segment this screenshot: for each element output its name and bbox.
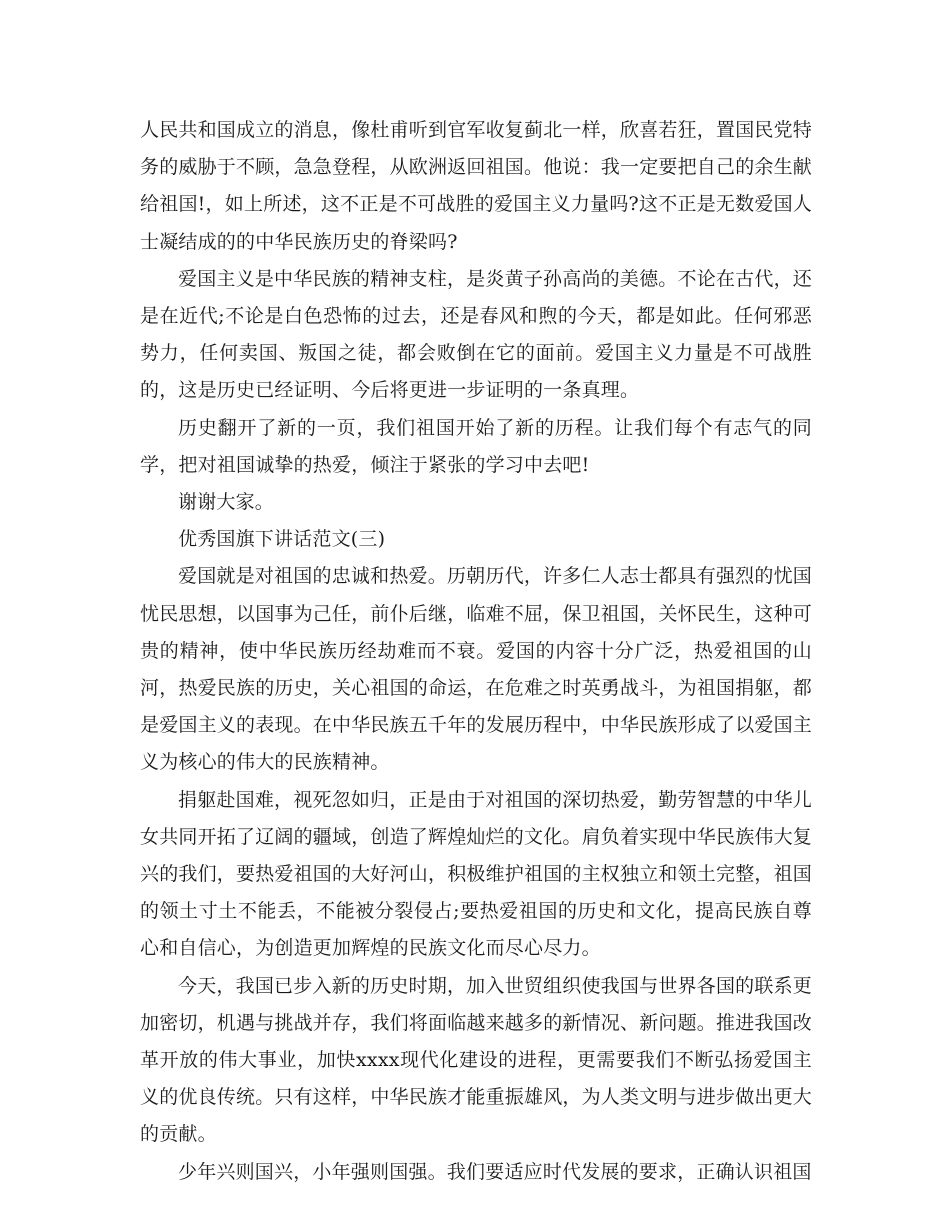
document-body	[140, 112, 812, 1191]
paragraph: 捐躯赴国难，视死忽如归，正是由于对祖国的深切热爱，勤劳智慧的中华儿女共同开拓了辽阔的疆域，创造了辉煌灿烂的文化。肩负着实现中华民族伟大复兴的我们，要热爱祖国的大好河山，积极维护祖国的主权独立和领土完整，祖国的领土寸土不能丢，不能被分裂侵占;要热爱祖国的历史和文化，提高民族自尊心和自信心，为创造更加辉煌的民族文化而尽心尽力。	[140, 788, 813, 960]
paragraph: 爱国就是对祖国的忠诚和热爱。历朝历代，许多仁人志士都具有强烈的忧国忧民思想，以国事为己任，前仆后继，临难不屈，保卫祖国，关怀民生，这种可贵的精神，使中华民族历经劫难而不衰。爱国的内容十分广泛，热爱祖国的山河，热爱民族的历史，关心祖国的命运，在危难之时英勇战斗，为祖国捐躯，都是爱国主义的表现。在中华民族五千年的发展历程中，中华民族形成了以爱国主义为核心的伟大的民族精神。	[140, 565, 813, 774]
paragraph: 历史翻开了新的一页，我们祖国开始了新的历程。让我们每个有志气的同学，把对祖国诚挚的热爱，倾注于紧张的学习中去吧!	[140, 416, 812, 476]
paragraph: 爱国主义是中华民族的精神支柱，是炎黄子孙高尚的美德。不论在古代，还是在近代;不论是白色恐怖的过去，还是春风和煦的今天，都是如此。任何邪恶势力，任何卖国、叛国之徒，都会败倒在它的面前。爱国主义力量是不可战胜的，这是历史已经证明、今后将更进一步证明的一条真理。	[140, 267, 812, 402]
paragraph: 今天，我国已步入新的历史时期，加入世贸组织使我国与世界各国的联系更加密切，机遇与挑战并存，我们将面临越来越多的新情况、新问题。推进我国改革开放的伟大事业，加快xxxx现代化建设的进程，更需要我们不断弘扬爱国主义的优良传统。只有这样，中华民族才能重振雄风，为人类文明与进步做出更大的贡献。	[140, 974, 813, 1146]
closing-line: 谢谢大家。	[178, 491, 275, 514]
paragraph-continuation: 人民共和国成立的消息，像杜甫听到官军收复蓟北一样，欣喜若狂，置国民党特务的威胁于不顾，急急登程，从欧洲返回祖国。他说：我一定要把自己的余生献给祖国!，如上所述，这不正是不可战胜的爱国主义力量吗?这不正是无数爱国人士凝结成的的中华民族历史的脊梁吗?	[140, 119, 813, 253]
paragraph: 少年兴则国兴，小年强则国强。我们要适应时代发展的要求，正确认识祖国	[178, 1160, 812, 1183]
section-heading: 优秀国旗下讲话范文(三)	[178, 528, 386, 551]
